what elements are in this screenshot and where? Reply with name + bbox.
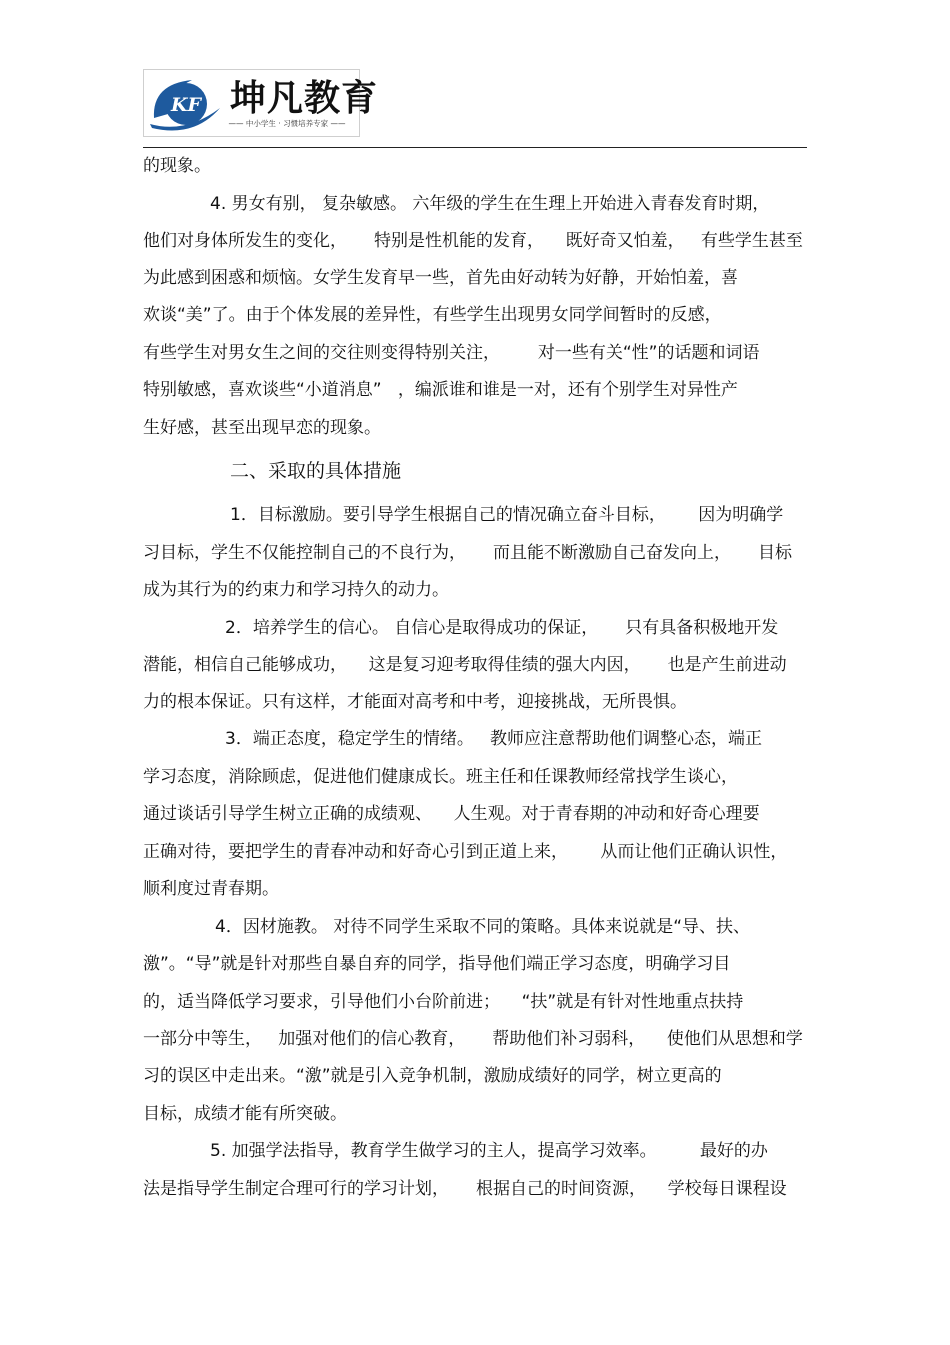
text-line: 目标，成绩才能有所突破。: [143, 1104, 347, 1124]
text-line: 3．端正态度，稳定学生的情绪。 教师应注意帮助他们调整心态，端正: [225, 729, 763, 749]
text-line: 激”。“导”就是针对那些自暴自弃的同学，指导他们端正学习态度，明确学习目: [143, 954, 731, 974]
text-line: 法是指导学生制定合理可行的学习计划， 根据自己的时间资源， 学校每日课程设: [143, 1179, 787, 1199]
logo-mark: KF: [170, 94, 202, 116]
logo-name: 坤凡教育: [230, 77, 379, 119]
text-line: 的，适当降低学习要求，引导他们小台阶前进； “扶”就是有针对性地重点扶持: [143, 992, 744, 1012]
text-line: 学习态度，消除顾虑，促进他们健康成长。班主任和任课教师经常找学生谈心，: [143, 767, 738, 787]
header-divider: [143, 147, 807, 148]
text-line: 习的误区中走出来。“激”就是引入竞争机制，激励成绩好的同学，树立更高的: [143, 1066, 722, 1086]
text-line: 习目标，学生不仅能控制自己的不良行为， 而且能不断激励自己奋发向上， 目标: [143, 543, 793, 563]
text-line: 正确对待，要把学生的青春冲动和好奇心引到正道上来， 从而让他们正确认识性，: [143, 842, 788, 862]
text-line: 的现象。: [143, 156, 211, 176]
text-line: 一部分中等生， 加强对他们的信心教育， 帮助他们补习弱科， 使他们从思想和学: [143, 1029, 803, 1049]
text-line: 为此感到困惑和烦恼。女学生发育早一些，首先由好动转为好静，开始怕羞，喜: [143, 268, 738, 288]
logo: [143, 69, 379, 137]
text-line: 2．培养学生的信心。 自信心是取得成功的保证， 只有具备积极地开发: [225, 618, 779, 638]
text-line: 欢谈“美”了。由于个体发展的差异性，有些学生出现男女同学间暂时的反感，: [143, 305, 722, 325]
text-line: 5. 加强学法指导，教育学生做学习的主人，提高学习效率。 最好的办: [210, 1141, 768, 1161]
text-line: 4．因材施教。 对待不同学生采取不同的策略。具体来说就是“导、扶、: [215, 917, 751, 937]
text-line: 他们对身体所发生的变化， 特别是性机能的发育， 既好奇又怕羞， 有些学生甚至: [143, 231, 803, 251]
text-line: 生好感，甚至出现早恋的现象。: [143, 418, 381, 438]
section-heading: 二、采取的具体措施: [230, 460, 402, 482]
text-line: 顺利度过青春期。: [143, 879, 279, 899]
logo-slogan: —— 中小学生 · 习惯培养专家 ——: [228, 119, 346, 128]
text-line: 成为其行为的约束力和学习持久的动力。: [143, 580, 449, 600]
text-line: 通过谈话引导学生树立正确的成绩观、 人生观。对于青春期的冲动和好奇心理要: [143, 804, 760, 824]
text-line: 特别敏感，喜欢谈些“小道消息” ，编派谁和谁是一对，还有个别学生对异性产: [143, 380, 738, 400]
text-line: 潜能，相信自己能够成功， 这是复习迎考取得佳绩的强大内因， 也是产生前进动: [143, 655, 787, 675]
text-line: 力的根本保证。只有这样，才能面对高考和中考，迎接挑战，无所畏惧。: [143, 692, 687, 712]
text-line: 有些学生对男女生之间的交往则变得特别关注， 对一些有关“性”的话题和词语: [143, 343, 760, 363]
text-line: 1．目标激励。要引导学生根据自己的情况确立奋斗目标， 因为明确学: [230, 505, 784, 525]
text-line: 4. 男女有别， 复杂敏感。 六年级的学生在生理上开始进入青春发育时期，: [210, 194, 770, 214]
